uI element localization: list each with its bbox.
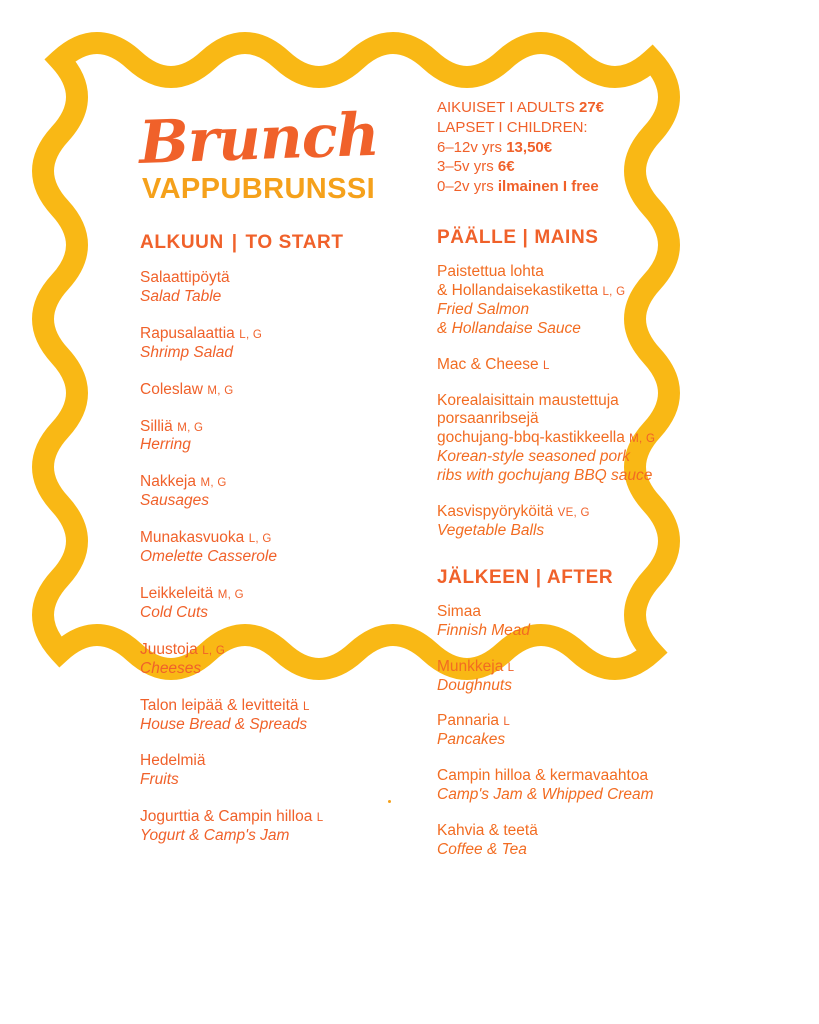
- item-name-fi: Pannaria: [437, 712, 500, 730]
- item-name-fi-line2: & Hollandaisekastiketta: [437, 281, 599, 299]
- item-name-fi: Campin hilloa & kermavaahtoa: [437, 767, 649, 785]
- price-children-row: [437, 138, 767, 158]
- section-heading-start-divider: |: [231, 232, 238, 254]
- list-item: [437, 603, 767, 641]
- list-item: [140, 268, 400, 307]
- item-allergens: VE, G: [557, 507, 590, 520]
- item-allergens: M, G: [207, 384, 234, 397]
- item-name-fi: Salaattipöytä: [140, 269, 230, 287]
- item-name-fi: Talon leipää & levitteitä: [140, 696, 299, 714]
- item-allergens: L, G: [248, 533, 272, 546]
- item-name-fi: Silliä: [140, 417, 173, 435]
- item-name-fi-line3: gochujang-bbq-kastikkeella: [437, 429, 625, 447]
- item-name-fi: Rapusalaattia: [140, 324, 235, 342]
- price-block: [437, 98, 767, 197]
- list-item: [140, 380, 400, 400]
- item-allergens: L: [542, 359, 550, 372]
- section-heading-mains-en: MAINS: [534, 226, 599, 248]
- section-heading-start: [140, 232, 400, 254]
- list-item: [140, 807, 400, 846]
- item-name-fi: Kahvia & teetä: [437, 822, 538, 840]
- item-name-en: Cold Cuts: [140, 603, 209, 621]
- item-name-fi-line1: Korealaisittain maustettuja: [437, 391, 619, 409]
- item-name-en-line1: Vegetable Balls: [437, 521, 545, 539]
- item-name-en-line2: ribs with gochujang BBQ sauce: [437, 467, 653, 485]
- list-item: [437, 767, 767, 805]
- price-age-range: 3–5v yrs: [437, 158, 494, 176]
- item-name-fi-line1: Kasvispyöryköitä: [437, 503, 554, 521]
- price-children-row: [437, 157, 767, 177]
- item-name-en: Camp's Jam & Whipped Cream: [437, 786, 654, 804]
- item-allergens: M, G: [217, 589, 244, 602]
- left-column: [137, 99, 400, 863]
- item-allergens: L: [303, 700, 310, 713]
- section-heading-after-en: AFTER: [546, 566, 614, 588]
- section-heading-after-divider: |: [535, 566, 542, 588]
- item-allergens: M, G: [177, 421, 204, 434]
- item-name-en: House Bread & Spreads: [140, 715, 308, 733]
- price-children-row: [437, 177, 767, 197]
- item-allergens: L: [503, 716, 511, 729]
- list-item: [437, 503, 767, 541]
- item-name-fi: Nakkeja: [140, 473, 196, 491]
- item-name-fi-line2: porsaanribsejä: [437, 410, 539, 428]
- item-name-fi-line1: Paistettua lohta: [437, 262, 544, 280]
- list-item: [140, 751, 400, 790]
- item-name-fi-wrap: [437, 767, 767, 786]
- list-item: [140, 324, 400, 363]
- item-name-en: Pancakes: [437, 731, 506, 749]
- section-heading-after-fi: JÄLKEEN: [437, 566, 530, 588]
- brunch-logo-script: Brunch: [137, 99, 380, 177]
- item-allergens: M, G: [629, 433, 656, 446]
- item-name-fi: Munakasvuoka: [140, 529, 245, 547]
- item-name-fi-line2-wrap: [437, 282, 767, 301]
- list-item: [437, 263, 767, 339]
- item-name-fi: Jogurttia & Campin hilloa: [140, 808, 313, 826]
- item-name-en: Herring: [140, 436, 191, 454]
- item-name-fi-line1-wrap: [437, 503, 767, 522]
- item-name-en: Shrimp Salad: [140, 343, 234, 361]
- item-allergens: L, G: [239, 328, 263, 341]
- brunch-logo-subtitle: VAPPUBRUNSSI: [142, 173, 376, 206]
- list-item: [437, 712, 767, 750]
- item-allergens: M, G: [200, 477, 227, 490]
- item-name-en: Sausages: [140, 492, 209, 510]
- price-value: 13,50€: [506, 138, 553, 156]
- item-name-en: Salad Table: [140, 287, 222, 305]
- item-name-en: Finnish Mead: [437, 621, 531, 639]
- item-name-en: Cheeses: [140, 659, 202, 677]
- item-name-fi-line1: Mac & Cheese: [437, 355, 539, 373]
- item-name-fi: Hedelmiä: [140, 752, 206, 770]
- price-adults-row: [437, 98, 767, 118]
- item-name-fi-wrap: [437, 603, 767, 622]
- item-allergens: L, G: [602, 285, 626, 298]
- list-item: [437, 356, 767, 375]
- item-name-en: Doughnuts: [437, 676, 512, 694]
- price-age-range: 0–2v yrs: [437, 178, 494, 196]
- item-name-fi: Simaa: [437, 602, 481, 620]
- decorative-dot: [388, 800, 391, 803]
- item-name-fi: Munkkeja: [437, 657, 504, 675]
- item-allergens: L, G: [202, 644, 226, 657]
- section-heading-after: [437, 567, 767, 589]
- item-name-en: Yogurt & Camp's Jam: [140, 827, 290, 845]
- item-allergens: L: [316, 812, 324, 825]
- item-name-fi-line1-wrap: [437, 356, 767, 375]
- price-adults-label: AIKUISET I ADULTS: [437, 99, 575, 116]
- section-heading-start-fi: ALKUUN: [140, 232, 224, 254]
- item-allergens: L: [507, 661, 515, 674]
- section-heading-start-en: TO START: [245, 232, 344, 254]
- price-adults-value: 27€: [579, 99, 605, 116]
- list-item: [437, 658, 767, 696]
- list-item: [140, 528, 400, 567]
- item-name-fi-wrap: [437, 658, 767, 677]
- section-heading-mains-divider: |: [522, 226, 529, 248]
- item-name-en: Coffee & Tea: [437, 841, 527, 859]
- item-name-en-line1: Fried Salmon: [437, 300, 530, 318]
- section-heading-mains: [437, 227, 767, 249]
- item-name-fi: Juustoja: [140, 640, 198, 658]
- price-value: 6€: [497, 158, 515, 176]
- item-name-fi: Coleslaw: [140, 380, 203, 398]
- item-name-fi-wrap: [437, 822, 767, 841]
- list-item: [140, 584, 400, 623]
- item-name-fi-line3-wrap: [437, 429, 767, 448]
- price-value: ilmainen I free: [497, 178, 599, 196]
- list-item: [140, 696, 400, 735]
- price-children-label: LAPSET I CHILDREN:: [437, 118, 588, 136]
- right-column: [437, 98, 767, 877]
- item-name-en-line2: & Hollandaise Sauce: [437, 319, 581, 337]
- list-item: [437, 392, 767, 487]
- list-item: [140, 417, 400, 456]
- item-name-fi: Leikkeleitä: [140, 585, 214, 603]
- item-name-en: Fruits: [140, 771, 179, 789]
- item-name-en: Omelette Casserole: [140, 548, 277, 566]
- list-item: [140, 472, 400, 511]
- item-name-fi-wrap: [437, 712, 767, 731]
- section-heading-mains-fi: PÄÄLLE: [437, 226, 517, 248]
- price-age-range: 6–12v yrs: [437, 138, 503, 156]
- list-item: [140, 640, 400, 679]
- list-item: [437, 822, 767, 860]
- item-name-en-line1: Korean-style seasoned pork: [437, 448, 631, 466]
